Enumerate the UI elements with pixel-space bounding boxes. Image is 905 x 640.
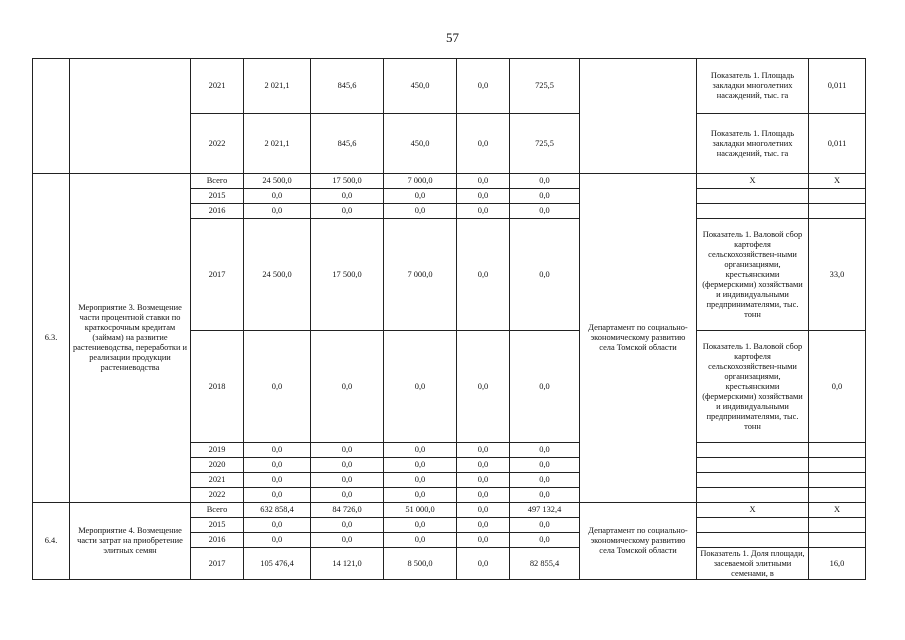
value-cell: 0,0 bbox=[311, 518, 384, 533]
year-cell: 2015 bbox=[191, 189, 244, 204]
program-table bbox=[32, 58, 866, 580]
value-cell: 0,0 bbox=[244, 331, 311, 443]
value-cell: 24 500,0 bbox=[244, 174, 311, 189]
value-cell: 51 000,0 bbox=[384, 503, 457, 518]
empty-cell bbox=[580, 59, 697, 174]
value-cell: 0,0 bbox=[510, 204, 580, 219]
value-cell: 0,0 bbox=[244, 204, 311, 219]
value-cell: 0,0 bbox=[244, 458, 311, 473]
value-cell: 0,0 bbox=[311, 443, 384, 458]
indicator-cell: Показатель 1. Доля площади, засеваемой элитными семенами, в bbox=[697, 548, 809, 580]
page-number: 57 bbox=[446, 30, 459, 45]
value-cell: 0,0 bbox=[311, 473, 384, 488]
year-cell: 2020 bbox=[191, 458, 244, 473]
value-cell: 24 500,0 bbox=[244, 219, 311, 331]
value-cell: 0,0 bbox=[510, 219, 580, 331]
indicator-cell: Показатель 1. Площадь закладки многолетних насаждений, тыс. га bbox=[697, 114, 809, 174]
value-cell: 0,0 bbox=[384, 331, 457, 443]
year-cell: 2017 bbox=[191, 548, 244, 580]
value-cell: 17 500,0 bbox=[311, 219, 384, 331]
value-cell: 632 858,4 bbox=[244, 503, 311, 518]
value-cell: 845,6 bbox=[311, 114, 384, 174]
empty-cell bbox=[697, 488, 809, 503]
value-cell: 0,0 bbox=[384, 189, 457, 204]
empty-cell bbox=[809, 488, 866, 503]
indicator-value: 16,0 bbox=[809, 548, 866, 580]
value-cell: 0,0 bbox=[510, 473, 580, 488]
year-cell: Всего bbox=[191, 503, 244, 518]
year-cell: 2016 bbox=[191, 204, 244, 219]
value-cell: 0,0 bbox=[457, 488, 510, 503]
value-cell: 0,0 bbox=[384, 533, 457, 548]
value-cell: 7 000,0 bbox=[384, 219, 457, 331]
value-cell: 845,6 bbox=[311, 59, 384, 114]
value-cell: 0,0 bbox=[510, 189, 580, 204]
x-mark: Х bbox=[809, 503, 866, 518]
value-cell: 0,0 bbox=[244, 488, 311, 503]
value-cell: 0,0 bbox=[244, 473, 311, 488]
empty-cell bbox=[809, 473, 866, 488]
value-cell: 0,0 bbox=[244, 533, 311, 548]
value-cell: 84 726,0 bbox=[311, 503, 384, 518]
year-cell: 2018 bbox=[191, 331, 244, 443]
indicator-value: 0,011 bbox=[809, 114, 866, 174]
empty-cell bbox=[697, 518, 809, 533]
indicator-value: 0,011 bbox=[809, 59, 866, 114]
value-cell: 0,0 bbox=[384, 518, 457, 533]
year-cell: 2021 bbox=[191, 59, 244, 114]
value-cell: 17 500,0 bbox=[311, 174, 384, 189]
value-cell: 2 021,1 bbox=[244, 114, 311, 174]
value-cell: 0,0 bbox=[384, 458, 457, 473]
value-cell: 0,0 bbox=[384, 204, 457, 219]
value-cell: 0,0 bbox=[457, 518, 510, 533]
x-mark: Х bbox=[697, 174, 809, 189]
value-cell: 0,0 bbox=[384, 473, 457, 488]
empty-cell bbox=[809, 189, 866, 204]
empty-cell bbox=[809, 204, 866, 219]
value-cell: 0,0 bbox=[510, 533, 580, 548]
value-cell: 0,0 bbox=[457, 114, 510, 174]
value-cell: 82 855,4 bbox=[510, 548, 580, 580]
empty-cell bbox=[33, 59, 70, 174]
empty-cell bbox=[697, 443, 809, 458]
year-cell: 2022 bbox=[191, 488, 244, 503]
value-cell: 0,0 bbox=[510, 174, 580, 189]
year-cell: 2022 bbox=[191, 114, 244, 174]
indicator-value: 0,0 bbox=[809, 331, 866, 443]
value-cell: 0,0 bbox=[457, 331, 510, 443]
indicator-cell: Показатель 1. Валовой сбор картофеля сельскохозяйствен-ными организациями, крестьянскими (фермерскими) хозяйствами и индивидуальными предпринимателями, тыс. тонн bbox=[697, 219, 809, 331]
empty-cell bbox=[697, 189, 809, 204]
value-cell: 0,0 bbox=[457, 174, 510, 189]
empty-cell bbox=[809, 443, 866, 458]
value-cell: 0,0 bbox=[510, 518, 580, 533]
value-cell: 0,0 bbox=[457, 533, 510, 548]
value-cell: 0,0 bbox=[457, 219, 510, 331]
value-cell: 0,0 bbox=[311, 331, 384, 443]
measure-number: 6.4. bbox=[33, 503, 70, 580]
value-cell: 2 021,1 bbox=[244, 59, 311, 114]
value-cell: 0,0 bbox=[384, 443, 457, 458]
value-cell: 0,0 bbox=[311, 533, 384, 548]
value-cell: 450,0 bbox=[384, 114, 457, 174]
empty-cell bbox=[809, 533, 866, 548]
value-cell: 0,0 bbox=[384, 488, 457, 503]
value-cell: 0,0 bbox=[457, 59, 510, 114]
value-cell: 0,0 bbox=[311, 204, 384, 219]
year-cell: 2021 bbox=[191, 473, 244, 488]
value-cell: 0,0 bbox=[311, 488, 384, 503]
empty-cell bbox=[809, 518, 866, 533]
value-cell: 105 476,4 bbox=[244, 548, 311, 580]
value-cell: 450,0 bbox=[384, 59, 457, 114]
empty-cell bbox=[70, 59, 191, 174]
executor-cell: Департамент по социально-экономическому развитию села Томской области bbox=[580, 503, 697, 580]
value-cell: 0,0 bbox=[311, 458, 384, 473]
empty-cell bbox=[697, 533, 809, 548]
value-cell: 0,0 bbox=[457, 458, 510, 473]
table-row bbox=[33, 503, 866, 518]
value-cell: 0,0 bbox=[457, 204, 510, 219]
indicator-cell: Показатель 1. Валовой сбор картофеля сельскохозяйствен-ными организациями, крестьянскими (фермерскими) хозяйствами и индивидуальными предпринимателями, тыс. тонн bbox=[697, 331, 809, 443]
value-cell: 0,0 bbox=[510, 488, 580, 503]
value-cell: 725,5 bbox=[510, 114, 580, 174]
value-cell: 0,0 bbox=[457, 548, 510, 580]
year-cell: Всего bbox=[191, 174, 244, 189]
value-cell: 14 121,0 bbox=[311, 548, 384, 580]
value-cell: 0,0 bbox=[510, 331, 580, 443]
x-mark: Х bbox=[809, 174, 866, 189]
value-cell: 0,0 bbox=[244, 443, 311, 458]
value-cell: 0,0 bbox=[457, 473, 510, 488]
year-cell: 2016 bbox=[191, 533, 244, 548]
value-cell: 0,0 bbox=[244, 189, 311, 204]
indicator-value: 33,0 bbox=[809, 219, 866, 331]
measure-name: Мероприятие 3. Возмещение части процентной ставки по краткосрочным кредитам (займам) на развитие растениеводства, переработки и реализации продукции растениеводства bbox=[70, 174, 191, 503]
indicator-cell: Показатель 1. Площадь закладки многолетних насаждений, тыс. га bbox=[697, 59, 809, 114]
value-cell: 8 500,0 bbox=[384, 548, 457, 580]
value-cell: 0,0 bbox=[457, 503, 510, 518]
measure-name: Мероприятие 4. Возмещение части затрат на приобретение элитных семян bbox=[70, 503, 191, 580]
measure-number: 6.3. bbox=[33, 174, 70, 503]
value-cell: 0,0 bbox=[244, 518, 311, 533]
executor-cell: Департамент по социально-экономическому развитию села Томской области bbox=[580, 174, 697, 503]
year-cell: 2017 bbox=[191, 219, 244, 331]
empty-cell bbox=[697, 204, 809, 219]
year-cell: 2015 bbox=[191, 518, 244, 533]
value-cell: 725,5 bbox=[510, 59, 580, 114]
x-mark: Х bbox=[697, 503, 809, 518]
year-cell: 2019 bbox=[191, 443, 244, 458]
table-row bbox=[33, 59, 866, 114]
table-row bbox=[33, 174, 866, 189]
value-cell: 7 000,0 bbox=[384, 174, 457, 189]
value-cell: 0,0 bbox=[311, 189, 384, 204]
value-cell: 497 132,4 bbox=[510, 503, 580, 518]
value-cell: 0,0 bbox=[457, 189, 510, 204]
value-cell: 0,0 bbox=[510, 443, 580, 458]
empty-cell bbox=[697, 473, 809, 488]
empty-cell bbox=[697, 458, 809, 473]
empty-cell bbox=[809, 458, 866, 473]
value-cell: 0,0 bbox=[457, 443, 510, 458]
value-cell: 0,0 bbox=[510, 458, 580, 473]
